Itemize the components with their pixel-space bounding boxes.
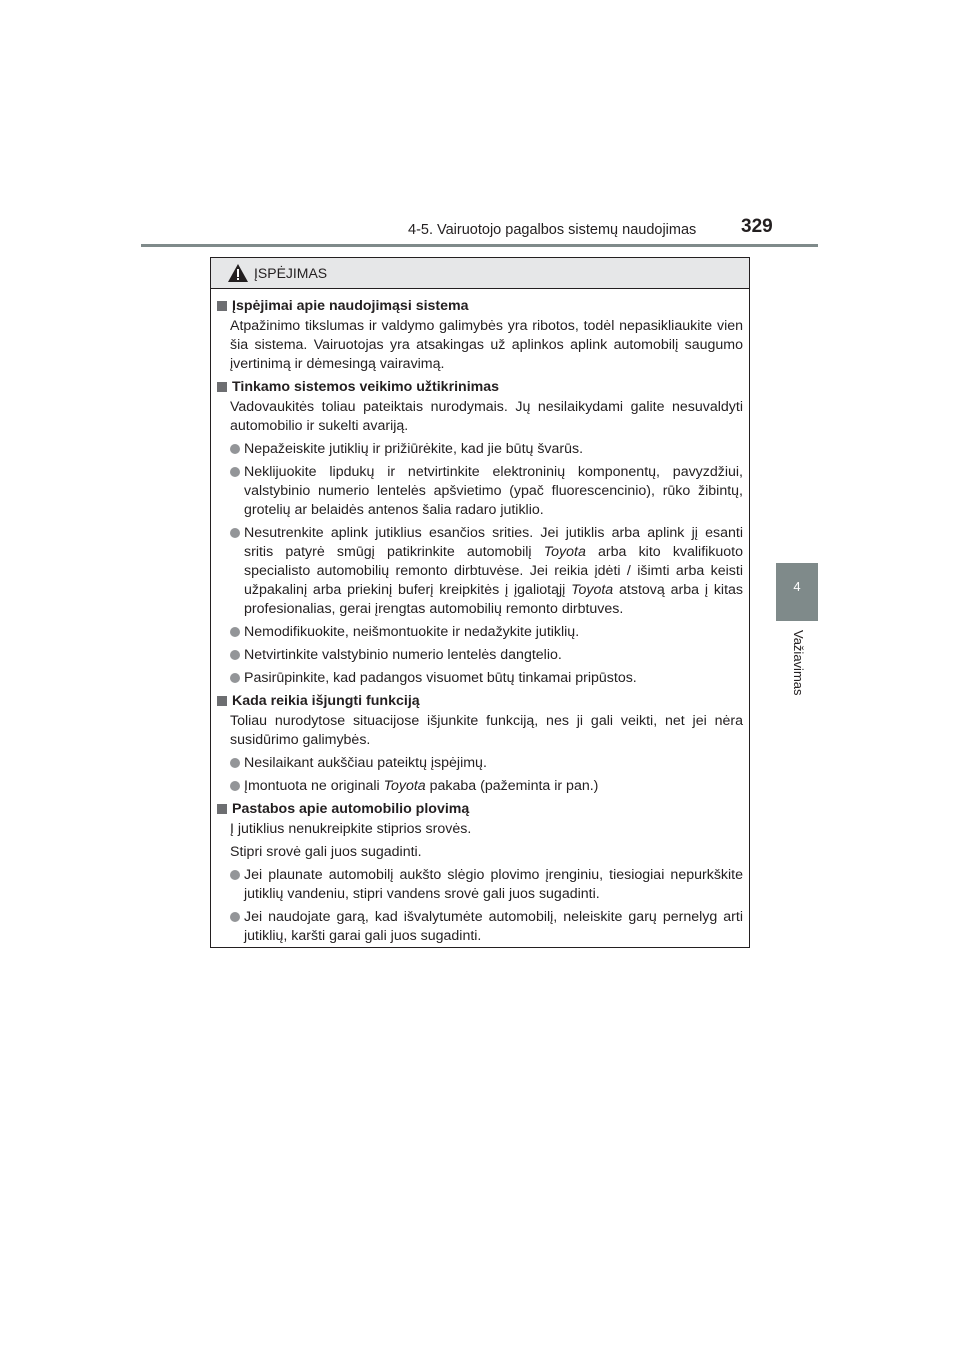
round-bullet-icon xyxy=(230,467,240,477)
square-bullet-icon xyxy=(217,301,227,311)
brand-name: Toyota xyxy=(543,544,586,560)
list-item-text: Neklijuokite lipdukų ir netvirtinkite elektroninių komponentų, pavyzdžiui, valstybinio numerio lentelės apšvietimo (ypač fluorescencinio), rūko žibintų, grotelių ar belaidės antenos šalia radaro jutiklio. xyxy=(244,464,743,518)
paragraph: Atpažinimo tikslumas ir valdymo galimybės yra ribotos, todėl nepasikliaukite vien šia sistema. Vairuotojas yra atsakingas už aplinkos aplink automobilį saugumo įvertinimą ir dėmesingą vairavimą. xyxy=(230,318,743,372)
round-bullet-icon xyxy=(230,758,240,768)
round-bullet-icon xyxy=(230,444,240,454)
list-item xyxy=(217,669,743,688)
chapter-label: Važiavimas xyxy=(791,630,806,696)
list-item xyxy=(217,754,743,773)
section-heading xyxy=(217,692,743,711)
round-bullet-icon xyxy=(230,912,240,922)
list-item-text: Nesutrenkite aplink jutiklius esančios srities. Jei jutiklis arba aplink jį esanti sritis patyrė smūgį patikrinkite automobilį Toyota arba kito kvalifikuoto specialisto automobilių remonto dirbtuvėse. Jei reikia įdėti / išimti arba keisti užpakalinį arba priekinį buferį kreipkitės į įgaliotąjį Toyota atstovą arba į kitas profesionalias, gerai įrengtas automobilių remonto dirbtuves. xyxy=(244,525,744,617)
square-bullet-icon xyxy=(217,382,227,392)
round-bullet-icon xyxy=(230,673,240,683)
section-heading-text: Kada reikia išjungti funkciją xyxy=(232,693,420,709)
list-item xyxy=(217,440,743,459)
brand-name: Toyota xyxy=(383,778,426,794)
section-heading xyxy=(217,800,743,819)
list-item-text: Jei naudojate garą, kad išvalytumėte automobilį, neleiskite garų pernelyg arti jutiklių, karšti garai gali juos sugadinti. xyxy=(244,909,743,944)
list-item xyxy=(217,646,743,665)
section-proper-operation xyxy=(217,378,743,688)
warning-header xyxy=(211,258,749,289)
section-heading-text: Tinkamo sistemos veikimo užtikrinimas xyxy=(232,379,500,395)
list-item xyxy=(217,623,743,642)
list-item-text: Netvirtinkite valstybinio numerio lentelės dangtelio. xyxy=(244,647,562,663)
warning-body xyxy=(211,289,749,946)
list-item-text: Nesilaikant aukščiau pateiktų įspėjimų. xyxy=(244,755,487,771)
round-bullet-icon xyxy=(230,870,240,880)
section-heading xyxy=(217,378,743,397)
list-item xyxy=(217,524,743,619)
paragraph: Į jutiklius nenukreipkite stiprios srovės. xyxy=(230,821,472,837)
section-car-wash xyxy=(217,800,743,946)
section-heading-text: Pastabos apie automobilio plovimą xyxy=(232,801,470,817)
list-item-text: Nepažeiskite jutiklių ir prižiūrėkite, kad jie būtų švarūs. xyxy=(244,441,584,457)
paragraph: Vadovaukitės toliau pateiktais nurodymais. Jų nesilaikydami galite nesuvaldyti automobilio ir sukelti avariją. xyxy=(230,399,743,434)
chapter-tab: 4 xyxy=(776,563,818,621)
list-item-text: Įmontuota ne originali Toyota pakaba (pažeminta ir pan.) xyxy=(244,778,599,794)
section-disable-function xyxy=(217,692,743,796)
page-number: 329 xyxy=(741,216,773,237)
paragraph: Toliau nurodytose situacijose išjunkite funkciją, nes ji gali veikti, net jei nėra susidūrimo galimybės. xyxy=(230,713,743,748)
list-item-text: Pasirūpinkite, kad padangos visuomet būtų tinkamai pripūstos. xyxy=(244,670,637,686)
list-item xyxy=(217,908,743,946)
round-bullet-icon xyxy=(230,528,240,538)
warning-title: ĮSPĖJIMAS xyxy=(254,265,328,281)
paragraph: Stipri srovė gali juos sugadinti. xyxy=(230,844,422,860)
section-title: 4-5. Vairuotojo pagalbos sistemų naudojimas xyxy=(408,222,697,238)
round-bullet-icon xyxy=(230,650,240,660)
header-divider xyxy=(141,244,818,247)
list-item xyxy=(217,866,743,904)
list-item xyxy=(217,463,743,520)
list-item xyxy=(217,777,743,796)
warning-box xyxy=(210,257,750,948)
square-bullet-icon xyxy=(217,696,227,706)
brand-name: Toyota xyxy=(571,582,614,598)
section-heading xyxy=(217,297,743,316)
warning-triangle-icon xyxy=(227,263,249,283)
round-bullet-icon xyxy=(230,781,240,791)
section-usage-warnings xyxy=(217,297,743,374)
square-bullet-icon xyxy=(217,804,227,814)
section-heading-text: Įspėjimai apie naudojimąsi sistema xyxy=(232,298,469,314)
list-item-text: Jei plaunate automobilį aukšto slėgio plovimo įrenginiu, tiesiogiai nepurkškite jutiklių vandeniu, stipri vandens srovė gali juos sugadinti. xyxy=(244,867,743,902)
list-item-text: Nemodifikuokite, neišmontuokite ir nedažykite jutiklių. xyxy=(244,624,580,640)
round-bullet-icon xyxy=(230,627,240,637)
